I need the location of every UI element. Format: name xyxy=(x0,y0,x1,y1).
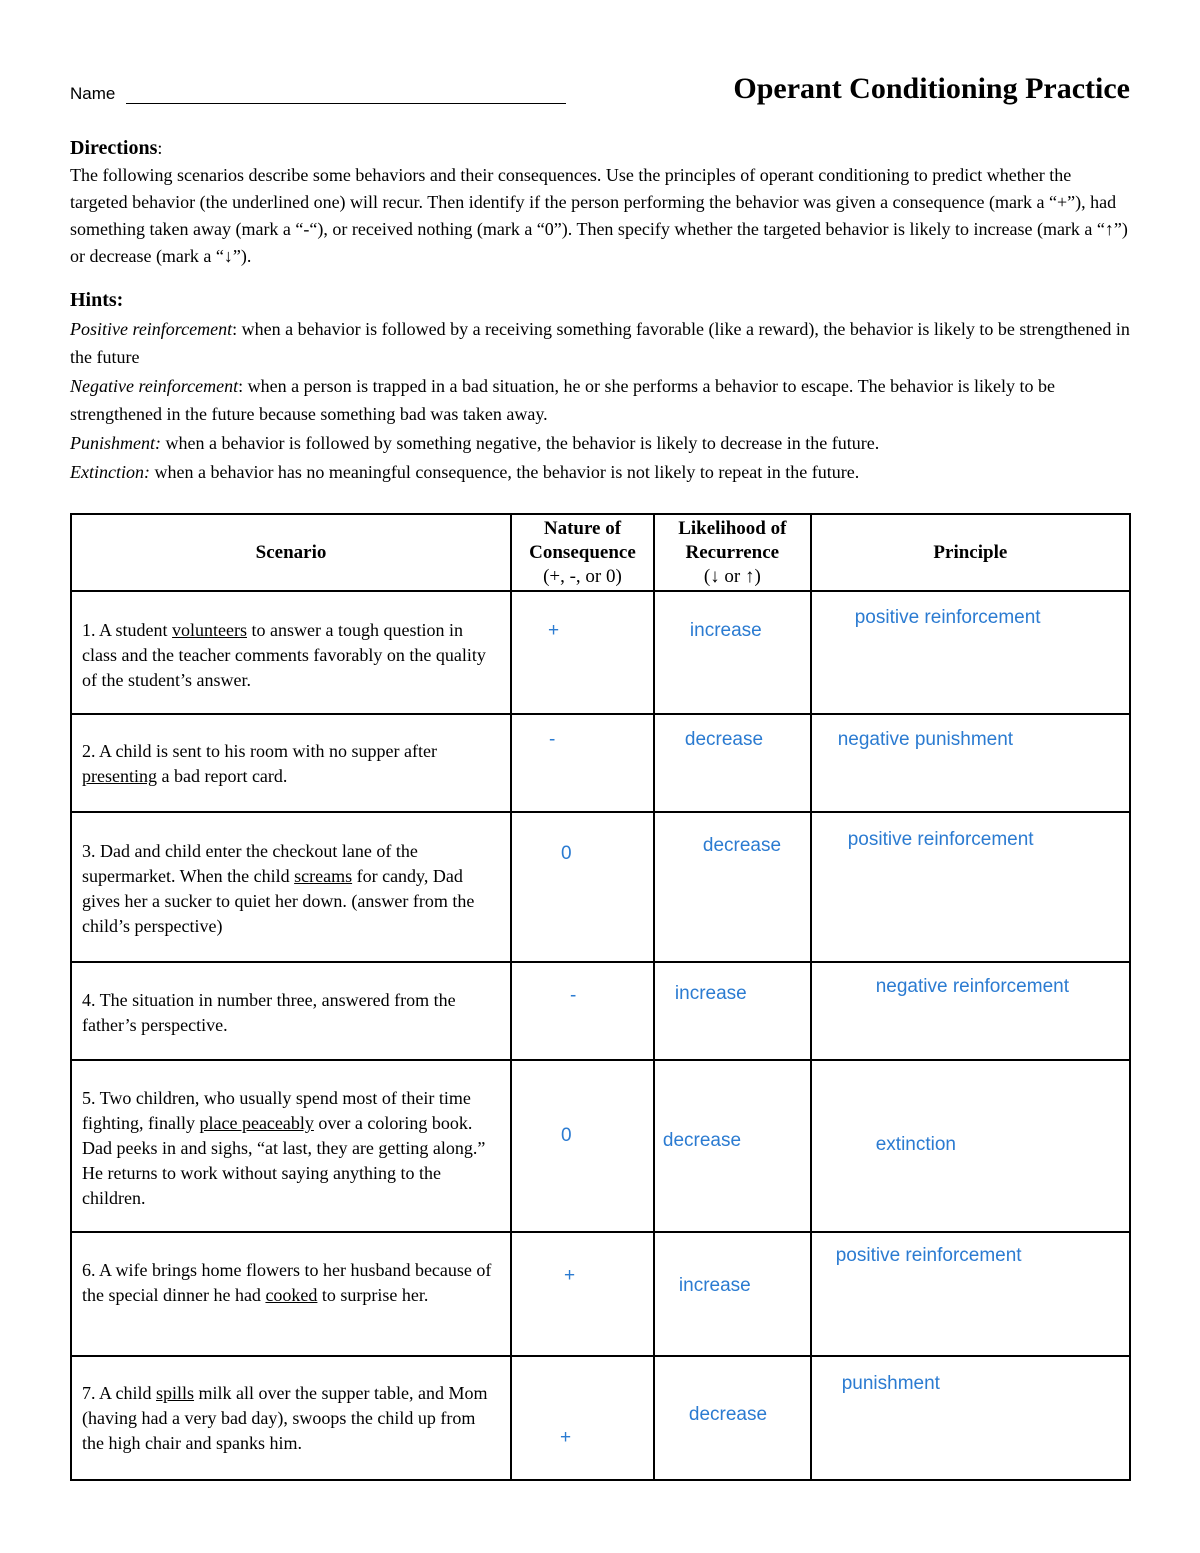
directions-colon: : xyxy=(157,138,163,158)
consequence-answer: 0 xyxy=(561,843,572,864)
name-field-line[interactable] xyxy=(126,103,566,104)
header-likelihood-l2: Recurrence xyxy=(685,541,780,563)
likelihood-cell[interactable] xyxy=(654,1356,811,1480)
principle-answer: punishment xyxy=(841,1373,940,1394)
likelihood-answer: decrease xyxy=(662,1130,742,1151)
table-row xyxy=(71,1356,1130,1480)
header-principle: Principle xyxy=(811,514,1130,591)
likelihood-answer: increase xyxy=(689,620,762,641)
principle-cell[interactable] xyxy=(811,591,1130,714)
hint-item xyxy=(70,372,1130,429)
likelihood-answer: decrease xyxy=(684,729,764,750)
table-row xyxy=(71,714,1130,812)
consequence-answer: - xyxy=(570,985,577,1006)
hint-term: Positive reinforcement xyxy=(70,318,233,339)
header-nature-l1: Nature of xyxy=(543,517,622,539)
consequence-answer: + xyxy=(560,1427,572,1448)
likelihood-cell[interactable] xyxy=(654,962,811,1060)
hint-term: Negative reinforcement xyxy=(70,375,239,396)
table-row xyxy=(71,812,1130,962)
hint-text: when a behavior is followed by something negative, the behavior is likely to decrease in the future. xyxy=(160,432,880,453)
header-likelihood xyxy=(654,514,811,591)
likelihood-cell[interactable] xyxy=(654,591,811,714)
hints-section xyxy=(70,286,1130,486)
directions-heading: Directions xyxy=(70,137,158,159)
hint-item xyxy=(70,315,1130,372)
header-nature-l3: (+, -, or 0) xyxy=(543,565,622,587)
header-nature-l2: Consequence xyxy=(529,541,636,563)
likelihood-cell[interactable] xyxy=(654,812,811,962)
principle-answer: negative punishment xyxy=(837,729,1014,750)
likelihood-answer: decrease xyxy=(702,835,782,856)
target-behavior: presenting xyxy=(82,766,157,786)
likelihood-answer: increase xyxy=(674,983,747,1004)
header-likelihood-l1: Likelihood of xyxy=(678,517,787,539)
hint-text: : when a behavior is followed by a receiving something favorable (like a reward), the behavior is likely to be strengthened in the future xyxy=(70,318,1130,368)
consequence-answer: 0 xyxy=(561,1125,572,1146)
header-nature xyxy=(511,514,654,591)
scenario-cell: 5. Two children, who usually spend most of their time fighting, finally place peaceably over a coloring book. Dad peeks in and sighs, “at last, they are getting along.” He returns to work without saying anything to the children. xyxy=(71,1060,511,1232)
likelihood-cell[interactable] xyxy=(654,1232,811,1356)
scenario-cell: 4. The situation in number three, answered from the father’s perspective. xyxy=(71,962,511,1060)
likelihood-answer: decrease xyxy=(688,1404,768,1425)
name-label: Name xyxy=(70,84,116,103)
consequence-answer: + xyxy=(548,620,560,641)
principle-cell[interactable] xyxy=(811,1356,1130,1480)
table-row xyxy=(71,591,1130,714)
consequence-cell[interactable] xyxy=(511,1232,654,1356)
consequence-answer: + xyxy=(564,1265,576,1286)
principle-cell[interactable] xyxy=(811,1232,1130,1356)
principle-cell[interactable] xyxy=(811,812,1130,962)
hint-item xyxy=(70,429,1130,458)
hint-text: when a behavior has no meaningful consequence, the behavior is not likely to repeat in the future. xyxy=(149,461,860,482)
directions-text: The following scenarios describe some behaviors and their consequences. Use the principles of operant conditioning to predict whether the targeted behavior (the underlined one) will recur. Then identify if the person performing the behavior was given a consequence (mark a “+”), had something taken away (mark a “-“), or received nothing (mark a “0”). Then specify whether the targeted behavior is likely to increase (mark a “↑”) or decrease (mark a “↓”). xyxy=(70,165,1128,266)
hint-item xyxy=(70,458,1130,487)
target-behavior: screams xyxy=(294,866,353,886)
hint-text: : when a person is trapped in a bad situation, he or she performs a behavior to escape. The behavior is likely to be strengthened in the future because something bad was taken away. xyxy=(70,375,1056,425)
hints-heading: Hints: xyxy=(70,289,124,311)
likelihood-answer: increase xyxy=(678,1275,751,1296)
target-behavior: volunteers xyxy=(172,620,247,640)
principle-answer: positive reinforcement xyxy=(854,607,1041,628)
consequence-cell[interactable] xyxy=(511,962,654,1060)
scenario-cell: 2. A child is sent to his room with no supper after presenting a bad report card. xyxy=(71,714,511,812)
target-behavior: spills xyxy=(156,1383,195,1403)
consequence-cell[interactable] xyxy=(511,714,654,812)
principle-cell[interactable] xyxy=(811,1060,1130,1232)
practice-table xyxy=(70,513,1131,1481)
scenario-cell: 1. A student volunteers to answer a tough question in class and the teacher comments favorably on the quality of the student’s answer. xyxy=(71,591,511,714)
consequence-cell[interactable] xyxy=(511,812,654,962)
principle-answer: positive reinforcement xyxy=(835,1245,1022,1266)
principle-answer: positive reinforcement xyxy=(847,829,1034,850)
principle-answer: extinction xyxy=(875,1134,956,1155)
table-row xyxy=(71,1232,1130,1356)
principle-answer: negative reinforcement xyxy=(875,976,1069,997)
hint-term: Extinction: xyxy=(70,461,150,482)
table-header-row xyxy=(71,514,1130,591)
directions-section xyxy=(70,135,1130,270)
page-title: Operant Conditioning Practice xyxy=(733,72,1130,105)
scenario-cell: 7. A child spills milk all over the supper table, and Mom (having had a very bad day), swoops the child up from the high chair and spanks him. xyxy=(71,1356,511,1480)
header-scenario: Scenario xyxy=(71,514,511,591)
consequence-cell[interactable] xyxy=(511,1060,654,1232)
likelihood-cell[interactable] xyxy=(654,714,811,812)
header-likelihood-l3: (↓ or ↑) xyxy=(703,565,761,587)
principle-cell[interactable] xyxy=(811,962,1130,1060)
table-row xyxy=(71,1060,1130,1232)
consequence-cell[interactable] xyxy=(511,591,654,714)
table-row xyxy=(71,962,1130,1060)
consequence-answer: - xyxy=(549,729,556,750)
principle-cell[interactable] xyxy=(811,714,1130,812)
scenario-cell: 3. Dad and child enter the checkout lane of the supermarket. When the child screams for candy, Dad gives her a sucker to quiet her down. (answer from the child’s perspective) xyxy=(71,812,511,962)
likelihood-cell[interactable] xyxy=(654,1060,811,1232)
hint-term: Punishment: xyxy=(70,432,161,453)
page-header xyxy=(70,72,1130,112)
target-behavior: place peaceably xyxy=(199,1113,314,1133)
target-behavior: cooked xyxy=(265,1285,318,1305)
consequence-cell[interactable] xyxy=(511,1356,654,1480)
scenario-cell: 6. A wife brings home flowers to her husband because of the special dinner he had cooked to surprise her. xyxy=(71,1232,511,1356)
